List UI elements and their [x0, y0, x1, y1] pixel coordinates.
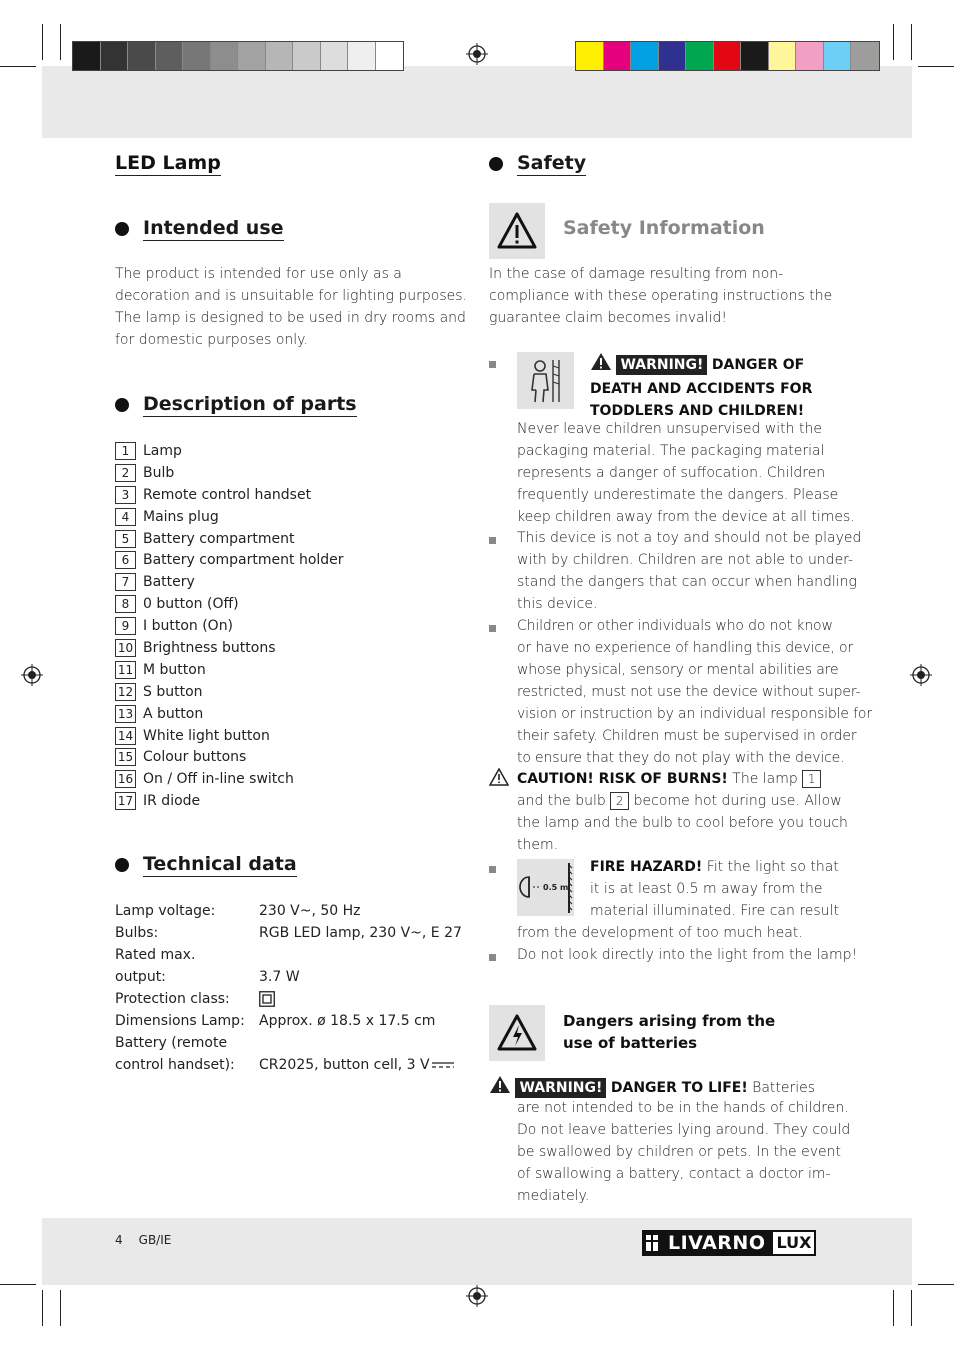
protection-class-icon [259, 988, 275, 1010]
tech-key: output: [115, 969, 166, 985]
burns-text: and the bulb [517, 793, 606, 809]
color-swatch [631, 42, 659, 70]
crop-mark [0, 66, 36, 67]
fire-bold: FIRE HAZARD! [590, 859, 703, 875]
part-number: 15 [115, 748, 136, 766]
dc-symbol-icon [430, 1057, 454, 1073]
part-number: 5 [115, 530, 136, 548]
color-swatch [293, 42, 321, 70]
text-line: of swallowing a battery, contact a doctor im- [517, 1166, 831, 1182]
crop-mark [893, 24, 894, 60]
intended-use-heading [115, 217, 284, 241]
part-number: 4 [115, 508, 136, 526]
part-label: Remote control handset [143, 486, 312, 503]
fire-text: material illuminated. Fire can result [590, 903, 839, 919]
part-number: 16 [115, 770, 136, 788]
text-line: stand the dangers that can occur when handling [517, 574, 857, 590]
electric-hazard-icon [489, 1005, 545, 1061]
part-number: 10 [115, 639, 136, 657]
tech-value: Approx. ø 18.5 x 17.5 cm [259, 1013, 436, 1029]
warning-tag: WARNING! [515, 1078, 606, 1098]
text-line: mediately. [517, 1188, 590, 1204]
color-swatch [851, 42, 879, 70]
part-label: 0 button (Off) [143, 596, 239, 613]
part-item [115, 659, 344, 681]
text-line: whose physical, sensory or mental abilities are [517, 662, 839, 678]
page-footer [115, 1233, 171, 1247]
header-band [42, 66, 912, 138]
batteries-heading [563, 1010, 775, 1054]
heading-text: Technical data [143, 853, 297, 875]
part-item [115, 440, 344, 462]
fire-text: Fit the light so that [702, 859, 839, 875]
bullet-dot [115, 222, 129, 236]
part-item [115, 549, 344, 571]
color-swatch [211, 42, 239, 70]
text-line: keep children away from the device at all times. [517, 509, 855, 525]
part-label: Battery compartment [143, 530, 295, 547]
batteries-text: Batteries [747, 1080, 816, 1096]
tech-value: 230 V~, 50 Hz [259, 903, 361, 919]
tech-row [115, 988, 462, 1010]
part-label: Brightness buttons [143, 639, 276, 656]
part-label: Lamp [143, 442, 182, 459]
crop-mark [918, 1284, 954, 1285]
part-item [115, 703, 344, 725]
logo-sub: LUX [771, 1230, 816, 1256]
registration-mark-icon [466, 1285, 488, 1307]
warning-tag: WARNING! [616, 355, 707, 375]
fire-text: it is at least 0.5 m away from the [590, 881, 823, 897]
text-line: This device is not a toy and should not be played [517, 530, 862, 546]
tech-value: CR2025, button cell, 3 V [259, 1054, 454, 1076]
color-swatch [741, 42, 769, 70]
part-label: I button (On) [143, 618, 234, 635]
logo-main [642, 1230, 771, 1256]
bullet-dot [115, 398, 129, 412]
look-warning-text: Do not look directly into the light from the lamp! [517, 947, 858, 963]
warning-title-line: TODDLERS AND CHILDREN! [590, 403, 805, 419]
part-label: Mains plug [143, 508, 219, 525]
tech-key: Bulbs: [115, 925, 159, 941]
color-swatch [576, 42, 604, 70]
batteries-heading-line: Dangers arising from the [563, 1012, 776, 1030]
tech-row [115, 1010, 462, 1032]
logo-text: LIVARNO [668, 1232, 766, 1254]
text-line: this device. [517, 596, 598, 612]
warning-triangle-icon [489, 1075, 511, 1101]
crop-mark [911, 1290, 912, 1326]
registration-mark-icon [910, 664, 932, 686]
part-item [115, 462, 344, 484]
batteries-heading-line: use of batteries [563, 1034, 698, 1052]
color-swatch [376, 42, 404, 70]
part-item [115, 571, 344, 593]
toy-warning-text [517, 527, 862, 615]
burns-text: become hot during use. Allow [629, 793, 842, 809]
crop-mark [60, 1290, 61, 1326]
page-number: 4 [115, 1233, 123, 1247]
crop-mark [0, 1284, 36, 1285]
list-bullet [489, 625, 496, 632]
part-label: White light button [143, 727, 270, 744]
part-label: A button [143, 705, 204, 722]
part-label: Bulb [143, 464, 175, 481]
part-item [115, 615, 344, 637]
color-swatch [714, 42, 742, 70]
color-swatch [659, 42, 687, 70]
color-swatch [266, 42, 294, 70]
color-swatch [321, 42, 349, 70]
part-item [115, 725, 344, 747]
list-bullet [489, 866, 496, 873]
part-number: 13 [115, 705, 136, 723]
list-bullet [489, 537, 496, 544]
text-line: Children or other individuals who do not know [517, 618, 833, 634]
part-number: 7 [115, 573, 136, 591]
tech-value: 3.7 W [259, 969, 300, 985]
part-number: 9 [115, 617, 136, 635]
color-swatch [604, 42, 632, 70]
list-bullet [489, 954, 496, 961]
color-swatch [183, 42, 211, 70]
text-line: with by children. Children are not able to under- [517, 552, 854, 568]
tech-row [115, 922, 462, 944]
part-reference: 1 [802, 770, 821, 788]
heading-text: Intended use [143, 217, 284, 239]
text-line: vision or instruction by an individual responsible for [517, 706, 872, 722]
part-label: Battery [143, 574, 195, 591]
part-label: Colour buttons [143, 749, 247, 766]
warning-title-line: DEATH AND ACCIDENTS FOR [590, 381, 813, 397]
color-swatch [348, 42, 376, 70]
burns-bold: CAUTION! RISK OF BURNS! [517, 771, 728, 787]
batteries-warning-text [517, 1097, 851, 1207]
color-swatch [238, 42, 266, 70]
distance-label: 0.5 m [543, 883, 569, 892]
tech-key: Lamp voltage: [115, 903, 216, 919]
color-calibration-bar [575, 41, 880, 71]
distance-icon [517, 859, 574, 916]
part-label: On / Off in-line switch [143, 771, 294, 788]
color-swatch [796, 42, 824, 70]
color-swatch [128, 42, 156, 70]
tech-row [115, 966, 462, 988]
part-label: IR diode [143, 793, 201, 810]
part-item [115, 506, 344, 528]
part-item [115, 484, 344, 506]
part-number: 8 [115, 595, 136, 613]
list-bullet [489, 361, 496, 368]
page-title: LED Lamp [115, 152, 221, 174]
part-number: 1 [115, 442, 136, 460]
crop-mark [918, 66, 954, 67]
crop-mark [60, 24, 61, 60]
part-item [115, 528, 344, 550]
text-line: frequently underestimate the dangers. Please [517, 487, 839, 503]
text-line: to ensure that they do not play with the device. [517, 750, 845, 766]
brand-logo [642, 1230, 838, 1256]
part-label: M button [143, 661, 206, 678]
caution-triangle-icon [489, 768, 509, 790]
tech-row [115, 900, 462, 922]
burns-warning-text [517, 768, 848, 856]
color-swatch [101, 42, 129, 70]
warning-children-text [517, 418, 855, 528]
part-number: 14 [115, 727, 136, 745]
logo-mark-icon [646, 1235, 664, 1251]
text-line: restricted, must not use the device without super- [517, 684, 861, 700]
child-warning-icon [517, 352, 574, 409]
color-swatch [769, 42, 797, 70]
part-item [115, 637, 344, 659]
part-item [115, 593, 344, 615]
color-swatch [156, 42, 184, 70]
part-item [115, 746, 344, 768]
heading-text: Description of parts [143, 393, 357, 415]
text-line: or have no experience of handling this device, or [517, 640, 854, 656]
part-number: 17 [115, 792, 136, 810]
tech-key: Battery (remote [115, 1035, 228, 1051]
part-label: Battery compartment holder [143, 552, 344, 569]
burns-text: The lamp [727, 771, 798, 787]
registration-mark-icon [21, 664, 43, 686]
crop-mark [911, 24, 912, 60]
warning-title-line: DANGER OF [711, 357, 805, 373]
tech-row [115, 1032, 462, 1054]
burns-text: the lamp and the bulb to cool before you touch [517, 815, 848, 831]
color-swatch [73, 42, 101, 70]
part-label: S button [143, 683, 203, 700]
safety-heading [489, 152, 586, 176]
danger-bold: DANGER TO LIFE! [610, 1080, 748, 1096]
others-warning-text [517, 615, 872, 769]
text-line: represents a danger of suffocation. Children [517, 465, 826, 481]
text-line: Never leave children unsupervised with the [517, 421, 822, 437]
crop-mark [42, 1290, 43, 1326]
crop-mark [42, 24, 43, 60]
fire-warning-text [590, 856, 840, 922]
part-item [115, 681, 344, 703]
crop-mark [893, 1290, 894, 1326]
technical-data-table [115, 900, 462, 1076]
tech-key: Protection class: [115, 991, 230, 1007]
registration-mark-icon [466, 43, 488, 65]
tech-row [115, 1054, 462, 1076]
language-code: GB/IE [138, 1233, 172, 1247]
part-number: 6 [115, 551, 136, 569]
technical-heading [115, 853, 297, 877]
part-item [115, 768, 344, 790]
part-number: 3 [115, 486, 136, 504]
tech-key: control handset): [115, 1057, 235, 1073]
text-line: are not intended to be in the hands of children. [517, 1100, 849, 1116]
warning-children-title [590, 352, 840, 422]
heading-text: Safety [517, 152, 587, 174]
text-line: Do not leave batteries lying around. They could [517, 1122, 851, 1138]
tech-value: RGB LED lamp, 230 V~, E 27 [259, 925, 462, 941]
text-line: be swallowed by children or pets. In the event [517, 1144, 841, 1160]
safety-intro: In the case of damage resulting from non-compliance with these operating instructions the guarantee claim becomes invalid! [489, 266, 833, 326]
warning-triangle-icon [590, 352, 612, 378]
tech-key: Dimensions Lamp: [115, 1013, 245, 1029]
part-reference: 2 [610, 792, 629, 810]
parts-list [115, 440, 344, 812]
color-swatch [824, 42, 852, 70]
text-line: their safety. Children must be supervised in order [517, 728, 857, 744]
tech-value [259, 988, 275, 1010]
part-number: 11 [115, 661, 136, 679]
gray-calibration-bar [72, 41, 404, 71]
bullet-dot [489, 157, 503, 171]
color-swatch [686, 42, 714, 70]
burns-text: them. [517, 837, 559, 853]
fire-warning-text-end: from the development of too much heat. [517, 925, 803, 941]
text-line: packaging material. The packaging material [517, 443, 825, 459]
part-number: 12 [115, 683, 136, 701]
part-item [115, 790, 344, 812]
intended-use-text: The product is intended for use only as a decoration and is unsuitable for lighting purposes. The lamp is designed to be used in dry rooms and for domestic purposes only. [115, 266, 467, 348]
part-number: 2 [115, 464, 136, 482]
safety-info-heading: Safety Information [563, 217, 765, 239]
warning-triangle-icon [489, 203, 545, 259]
description-heading [115, 393, 357, 417]
tech-row [115, 944, 462, 966]
bullet-dot [115, 858, 129, 872]
tech-key: Rated max. [115, 947, 196, 963]
